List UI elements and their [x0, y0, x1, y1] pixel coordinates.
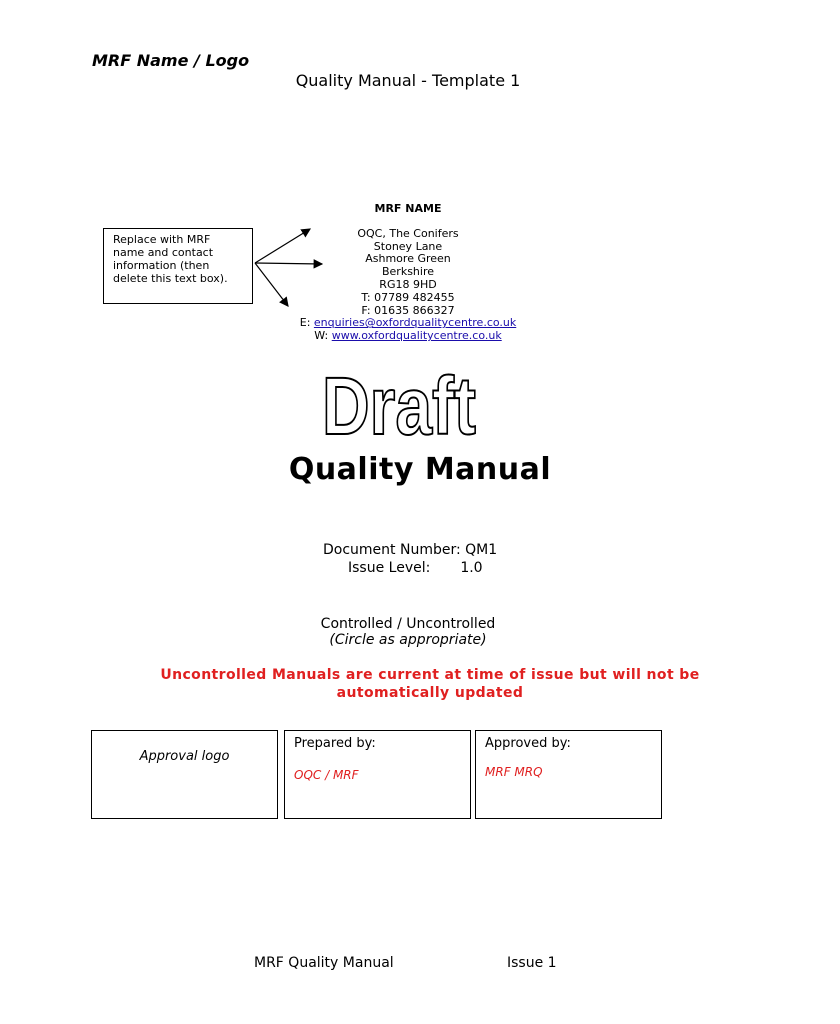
- issue-level-row: [348, 560, 483, 576]
- approved-by-value: MRF MRQ: [485, 765, 543, 779]
- controlled-status: Controlled / Uncontrolled: [320, 616, 496, 632]
- email-label: E:: [299, 316, 311, 330]
- circle-instruction: (Circle as appropriate): [329, 632, 487, 648]
- issue-level-label: Issue Level:: [348, 560, 431, 576]
- website-link[interactable]: www.oxfordqualitycentre.co.uk: [331, 329, 502, 343]
- approved-by-box: [475, 730, 662, 819]
- draft-text: Draft: [322, 361, 476, 452]
- phone: T: 07789 482455: [361, 290, 455, 304]
- mrf-logo-placeholder: MRF Name / Logo: [92, 51, 250, 70]
- page-title: Quality Manual: [288, 452, 552, 487]
- footer-issue: Issue 1: [507, 955, 557, 971]
- contact-block: [250, 203, 566, 343]
- prepared-by-box: [284, 730, 471, 819]
- email-link[interactable]: enquiries@oxfordqualitycentre.co.uk: [313, 316, 517, 330]
- web-label: W:: [314, 329, 329, 343]
- document-number-label: Document Number:: [323, 542, 461, 558]
- prepared-by-label: Prepared by:: [294, 736, 376, 751]
- draft-watermark: [318, 361, 488, 452]
- address-line: OQC, The Conifers: [357, 226, 459, 240]
- web-row: [250, 330, 566, 343]
- mrf-name: MRF NAME: [374, 202, 442, 215]
- document-number-row: [323, 542, 497, 558]
- fax: F: 01635 866327: [361, 303, 455, 317]
- address-line: Ashmore Green: [365, 252, 451, 266]
- uncontrolled-warning: Uncontrolled Manuals are current at time of issue but will not be automatically updated: [160, 667, 700, 701]
- address-line: Berkshire: [381, 265, 434, 279]
- instruction-text: Replace with MRF name and contact information (then delete this text box).: [113, 233, 228, 285]
- address-line: Stoney Lane: [373, 239, 443, 253]
- issue-level-value: 1.0: [460, 560, 483, 576]
- approved-by-label: Approved by:: [485, 736, 571, 751]
- instruction-text-box: [103, 228, 253, 304]
- postcode: RG18 9HD: [379, 277, 437, 291]
- footer-document-name: MRF Quality Manual: [254, 955, 394, 971]
- template-title: Quality Manual - Template 1: [295, 71, 521, 90]
- document-number-value: QM1: [465, 542, 498, 558]
- prepared-by-value: OQC / MRF: [294, 768, 359, 782]
- approval-logo-label: Approval logo: [139, 749, 230, 764]
- approval-logo-box: [91, 730, 278, 819]
